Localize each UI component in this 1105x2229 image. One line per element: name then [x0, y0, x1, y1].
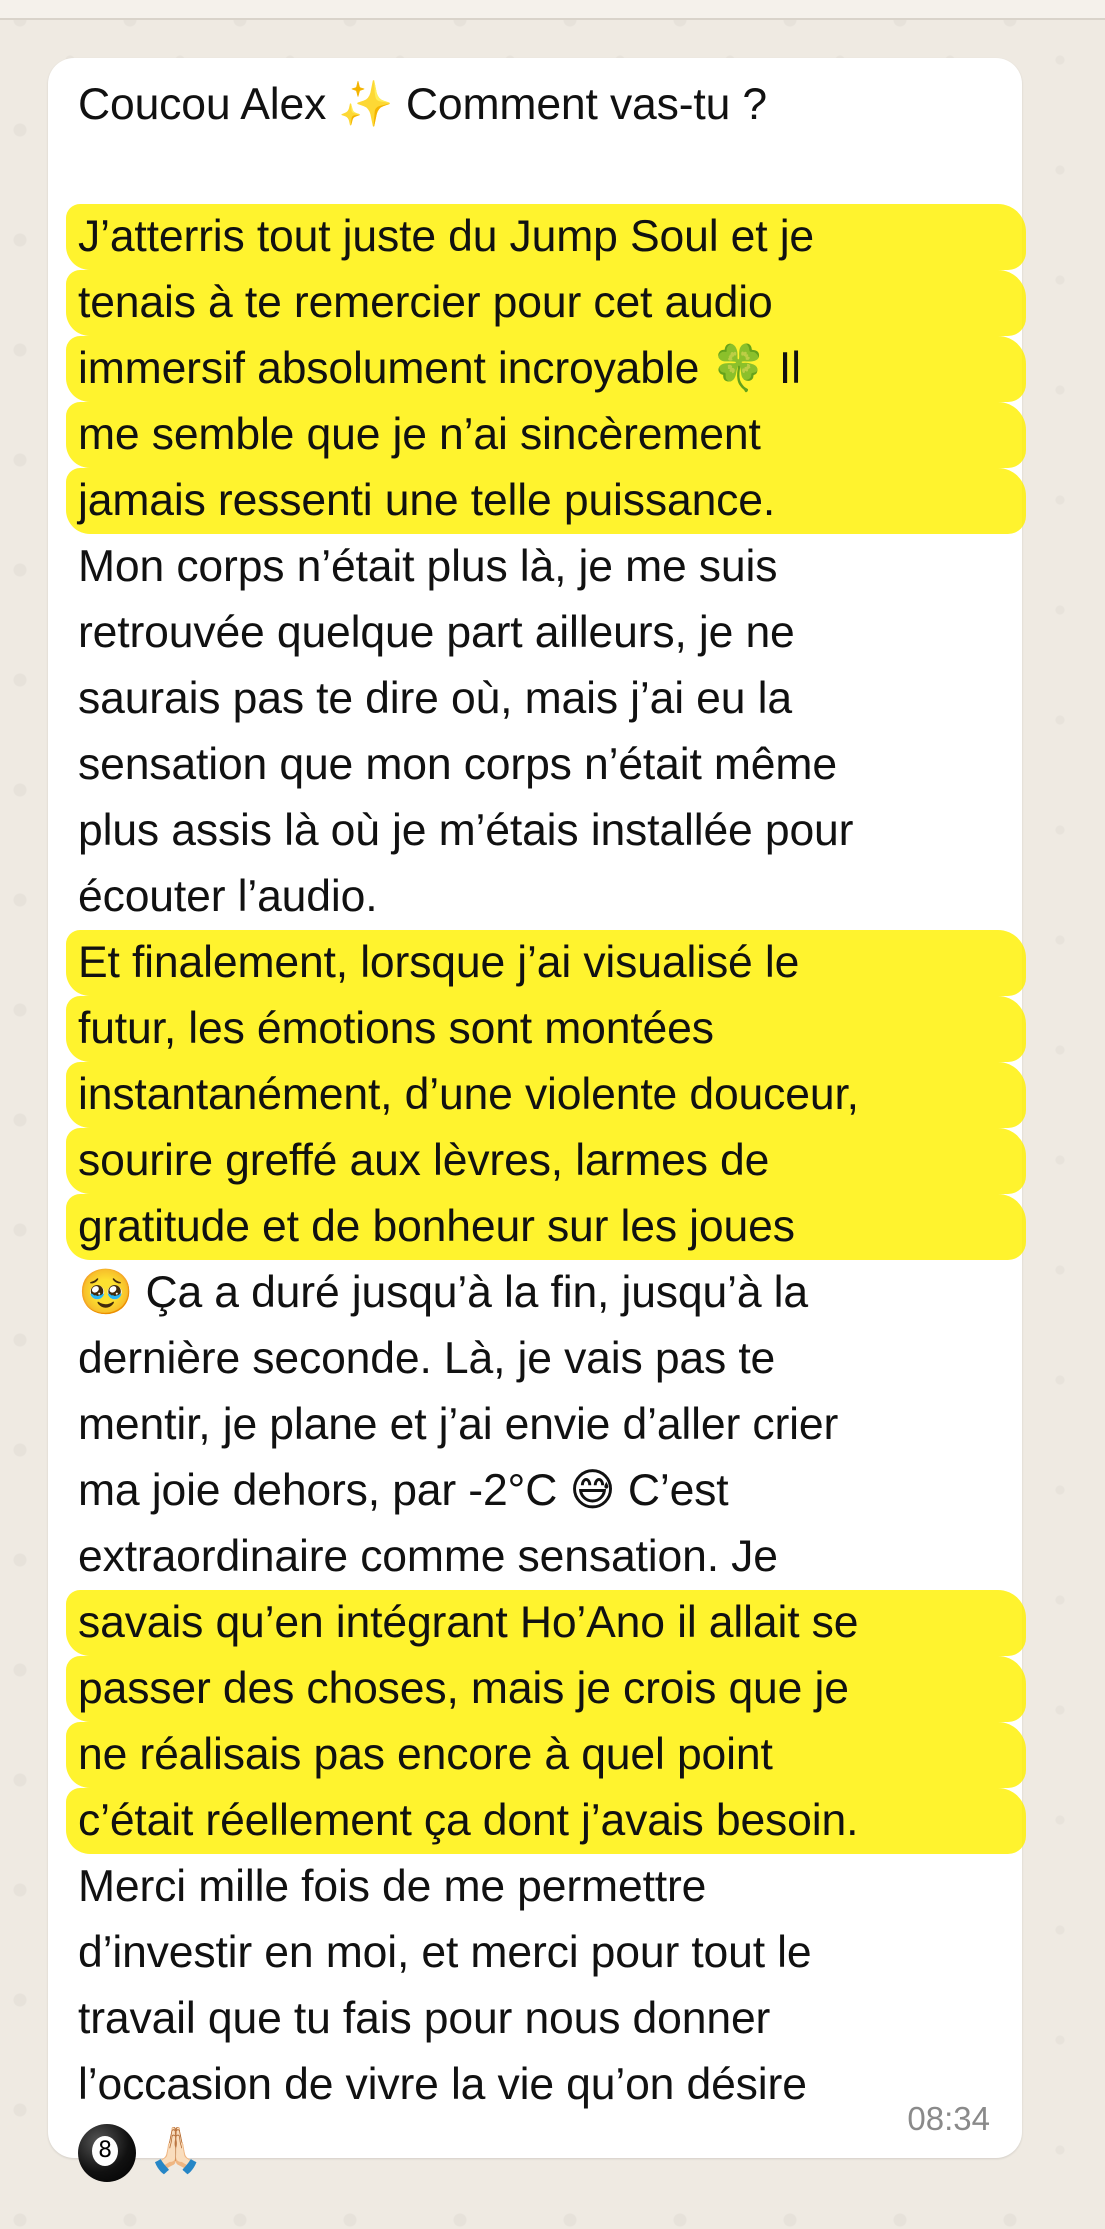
- message-line: travail que tu fais pour nous donner: [78, 1994, 771, 2043]
- message-text: [78, 72, 992, 2184]
- message-line: Coucou Alex ✨ Comment vas-tu ?: [78, 80, 768, 129]
- highlighted-line: immersif absolument incroyable 🍀 Il: [66, 336, 1026, 402]
- message-line: sensation que mon corps n’était même: [78, 740, 837, 789]
- message-line: saurais pas te dire où, mais j’ai eu la: [78, 674, 792, 723]
- message-line: d’investir en moi, et merci pour tout le: [78, 1928, 812, 1977]
- message-bubble[interactable]: [48, 58, 1022, 2176]
- highlighted-line: jamais ressenti une telle puissance.: [66, 468, 1026, 534]
- message-line: l’occasion de vivre la vie qu’on désire: [78, 2060, 807, 2109]
- message-line: retrouvée quelque part ailleurs, je ne: [78, 608, 795, 657]
- message-line: Mon corps n’était plus là, je me suis: [78, 542, 778, 591]
- highlighted-line: tenais à te remercier pour cet audio: [66, 270, 1026, 336]
- top-divider: [0, 0, 1105, 20]
- highlighted-line: futur, les émotions sont montées: [66, 996, 1026, 1062]
- highlighted-line: savais qu’en intégrant Ho’Ano il allait se: [66, 1590, 1026, 1656]
- message-line: extraordinaire comme sensation. Je: [78, 1532, 778, 1581]
- message-line: plus assis là où je m’étais installée pour: [78, 806, 854, 855]
- message-timestamp: 08:34: [907, 2100, 990, 2137]
- emoji-line: [78, 2118, 992, 2184]
- highlighted-line: c’était réellement ça dont j’avais besoin.: [66, 1788, 1026, 1854]
- 8-ball-icon: [78, 2124, 136, 2182]
- highlighted-line: passer des choses, mais je crois que je: [66, 1656, 1026, 1722]
- highlighted-line: J’atterris tout juste du Jump Soul et je: [66, 204, 1026, 270]
- blank-line: [78, 138, 992, 204]
- message-line: mentir, je plane et j’ai envie d’aller crier: [78, 1400, 839, 1449]
- highlighted-line: Et finalement, lorsque j’ai visualisé le: [66, 930, 1026, 996]
- message-line: écouter l’audio.: [78, 872, 378, 921]
- highlighted-line: instantanément, d’une violente douceur,: [66, 1062, 1026, 1128]
- highlighted-line: sourire greffé aux lèvres, larmes de: [66, 1128, 1026, 1194]
- praying-hands-icon: 🙏🏻: [148, 2125, 204, 2176]
- message-line: Merci mille fois de me permettre: [78, 1862, 707, 1911]
- highlighted-line: me semble que je n’ai sincèrement: [66, 402, 1026, 468]
- message-line: dernière seconde. Là, je vais pas te: [78, 1334, 776, 1383]
- highlighted-line: ne réalisais pas encore à quel point: [66, 1722, 1026, 1788]
- message-line: 🥹 Ça a duré jusqu’à la fin, jusqu’à la: [78, 1268, 808, 1317]
- message-line: ma joie dehors, par -2°C 😅 C’est: [78, 1466, 729, 1515]
- highlighted-line: gratitude et de bonheur sur les joues: [66, 1194, 1026, 1260]
